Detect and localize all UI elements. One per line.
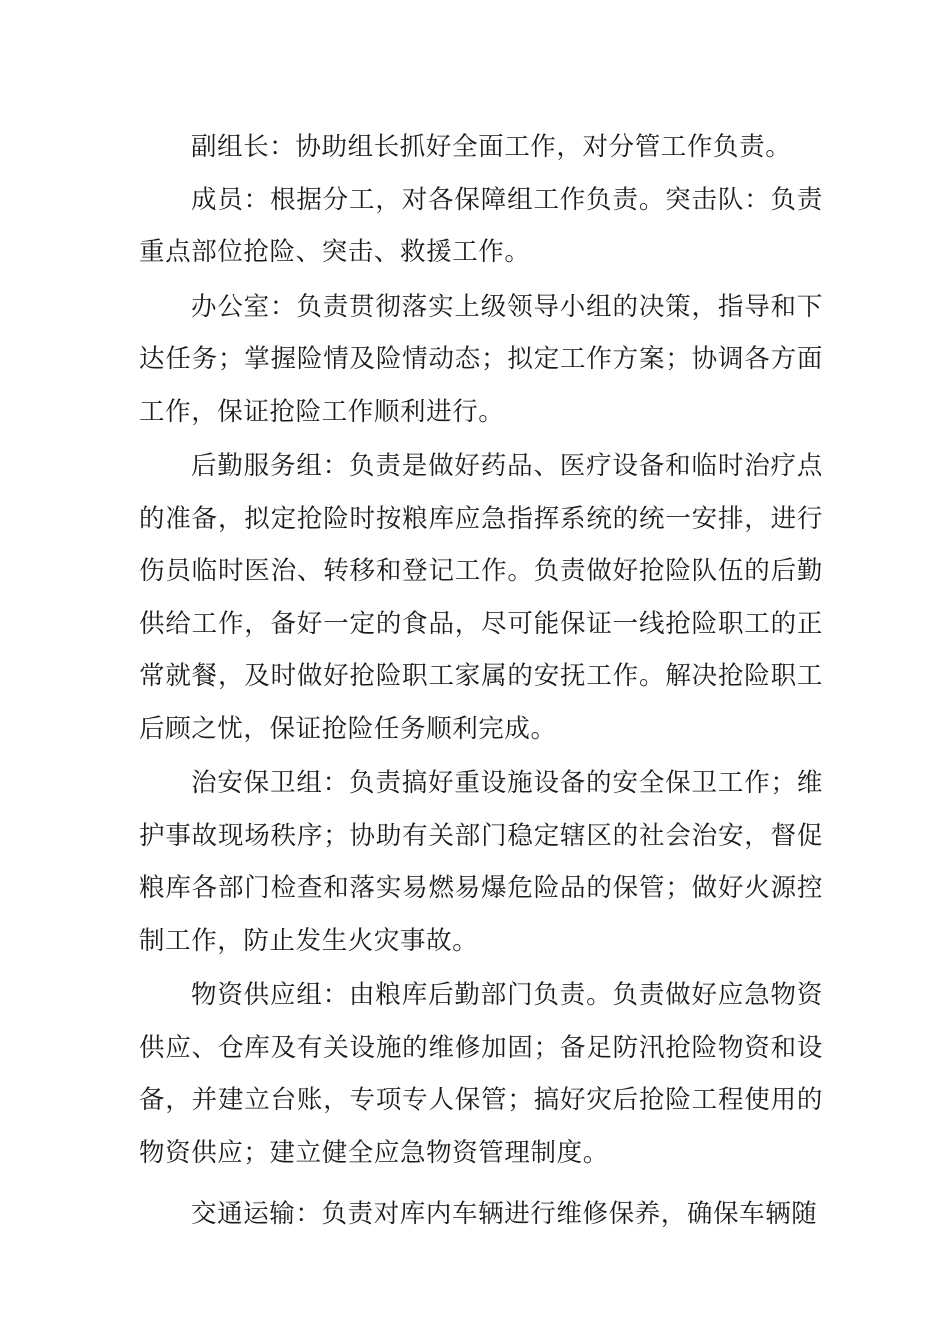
paragraph-members: 成员：根据分工，对各保障组工作负责。突击队：负责重点部位抢险、突击、救援工作。 <box>139 184 823 267</box>
paragraph-supplies-group: 物资供应组：由粮库后勤部门负责。负责做好应急物资供应、仓库及有关设施的维修加固；备足防汛抢险物资和设备，并建立台账，专项专人保管；搞好灾后抢险工程使用的物资供应；建立健全应急物资管理制度。 <box>139 980 823 1168</box>
document-body <box>139 121 823 1241</box>
paragraph-office: 办公室：负责贯彻落实上级领导小组的决策，指导和下达任务；掌握险情及险情动态；拟定工作方案；协调各方面工作，保证抢险工作顺利进行。 <box>139 291 823 427</box>
paragraph-deputy-leader: 副组长：协助组长抓好全面工作，对分管工作负责。 <box>191 132 792 162</box>
paragraph-logistics-service-group: 后勤服务组：负责是做好药品、医疗设备和临时治疗点的准备，拟定抢险时按粮库应急指挥系统的统一安排，进行伤员临时医治、转移和登记工作。负责做好抢险队伍的后勤供给工作，备好一定的食品，尽可能保证一线抢险职工的正常就餐，及时做好抢险职工家属的安抚工作。解决抢险职工后顾之忧，保证抢险任务顺利完成。 <box>139 451 823 744</box>
paragraph-transportation: 交通运输：负责对库内车辆进行维修保养，确保车辆随 <box>191 1199 818 1229</box>
paragraph-security-group: 治安保卫组：负责搞好重设施设备的安全保卫工作；维护事故现场秩序；协助有关部门稳定辖区的社会治安，督促粮库各部门检查和落实易燃易爆危险品的保管；做好火源控制工作，防止发生火灾事故。 <box>139 768 823 956</box>
